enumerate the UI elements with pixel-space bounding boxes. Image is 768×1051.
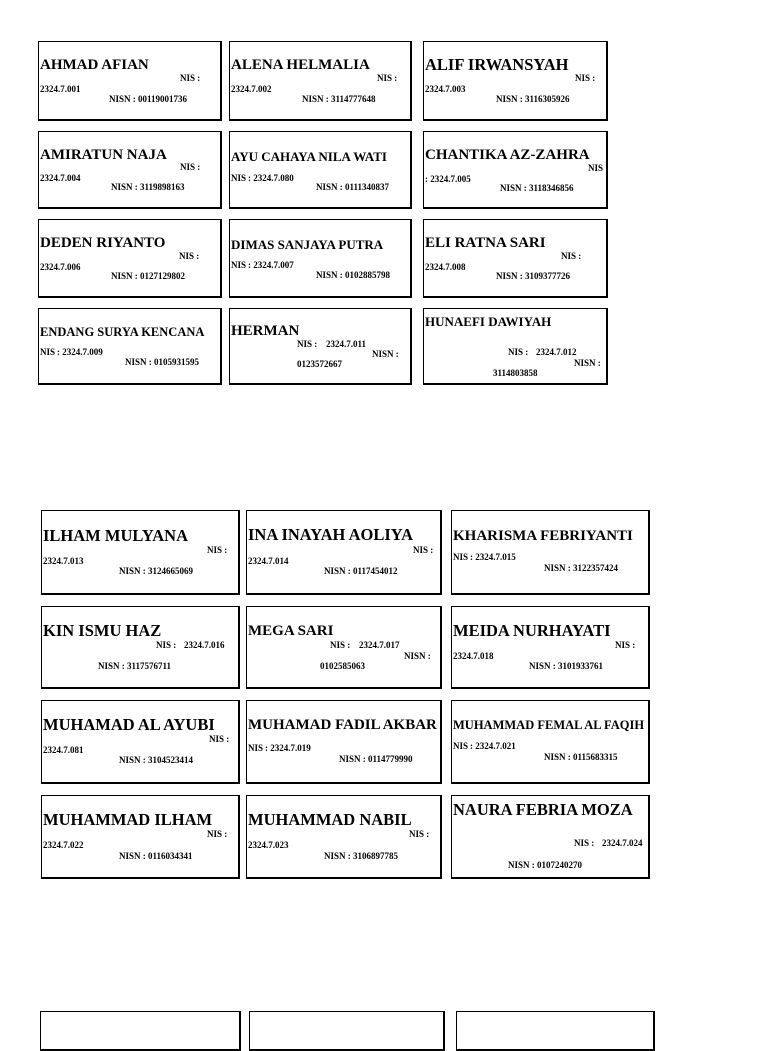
student-card [451,795,650,879]
nisn-value: NISN : 0102885798 [316,270,391,280]
student-card [246,606,442,689]
student-card [41,795,240,879]
nisn-value: NISN : 3119898163 [111,182,185,192]
student-card [229,308,412,385]
nis-value: : 2324.7.019 [265,743,311,753]
nis-label: NIS : [207,545,228,555]
nis-value: 2324.7.004 [40,173,81,183]
nisn-value: NISN : 3106897785 [324,851,399,861]
nis-label: NIS : [179,251,200,261]
student-name: MUHAMMAD FEMAL AL FAQIH [453,718,645,732]
student-name: ALENA HELMALIA [231,57,370,73]
nisn-value: NISN : 0116034341 [119,851,193,861]
nis-value: 2324.7.014 [248,556,289,566]
student-card-empty [456,1011,655,1051]
nis-value: 2324.7.018 [453,651,494,661]
student-card-empty [40,1011,241,1051]
nisn-label: NISN : [372,349,399,359]
nis-value: : 2324.7.021 [470,741,516,751]
student-card [423,131,608,209]
nis-label: NIS : [330,640,351,650]
nisn-label: NISN : [574,358,601,368]
nisn-value: NISN : 0105931595 [125,357,200,367]
nis-label: NIS [231,260,247,270]
nisn-value: NISN : 0114779990 [339,754,413,764]
student-card [246,700,442,784]
nisn-value: 0102585063 [320,661,365,671]
nisn-value: 0123572667 [297,359,342,369]
nis-label: NIS [453,741,469,751]
student-name: MEGA SARI [248,623,334,639]
nis-value: 2324.7.002 [231,84,272,94]
student-name: DIMAS SANJAYA PUTRA [231,237,384,252]
nisn-value: NISN : 3109377726 [496,271,571,281]
nisn-value: NISN : 0107240270 [508,860,583,870]
student-card [423,219,608,298]
student-name: MUHAMAD FADIL AKBAR [248,717,437,733]
nis-value: 2324.7.012 [536,347,577,357]
student-card-empty [249,1011,445,1051]
nis-label: NIS : [207,829,228,839]
student-name: MUHAMMAD NABIL [248,810,412,829]
nis-label: NIS : [409,829,430,839]
nis-value: 2324.7.006 [40,262,81,272]
nisn-value: NISN : 3122357424 [544,563,619,573]
nis-value: : 2324.7.009 [57,347,103,357]
student-card [246,795,442,879]
nis-value: 2324.7.008 [425,262,466,272]
student-card [38,41,222,121]
student-name: NAURA FEBRIA MOZA [453,800,633,819]
student-name: MEIDA NURHAYATI [453,621,611,640]
nis-value: 2324.7.081 [43,745,84,755]
student-name: ILHAM MULYANA [43,526,189,545]
student-name: KIN ISMU HAZ [43,621,162,640]
nis-value: 2324.7.013 [43,556,84,566]
nis-label: NIS : [297,339,318,349]
nis-label: NIS : [508,347,529,357]
student-card [229,131,412,209]
student-card [38,308,222,385]
student-card [229,41,412,121]
nisn-value: NISN : 3124665069 [119,566,194,576]
nis-value: : 2324.7.080 [248,173,294,183]
nis-label: NIS : [574,838,595,848]
nis-value: 2324.7.024 [602,838,643,848]
nis-label: NIS : [575,73,596,83]
nisn-label: NISN : [404,651,431,661]
nis-label: NIS : [156,640,177,650]
nis-label: NIS [40,347,56,357]
nis-label: NIS : [377,73,398,83]
student-name: DEDEN RIYANTO [40,235,166,251]
student-name: KHARISMA FEBRIYANTI [453,528,633,544]
student-card [38,131,222,209]
student-name: CHANTIKA AZ-ZAHRA [425,147,590,163]
student-card [38,219,222,298]
student-name: ALIF IRWANSYAH [425,55,569,74]
student-card [41,510,240,595]
student-name: ELI RATNA SARI [425,235,546,251]
student-card [246,510,442,595]
student-card [41,606,240,689]
student-name: MUHAMMAD ILHAM [43,810,213,829]
student-card [451,606,650,689]
student-name: HERMAN [231,323,300,339]
student-card [423,308,608,385]
nis-label: NIS : [561,251,582,261]
student-name: MUHAMAD AL AYUBI [43,715,215,734]
nisn-value: NISN : 00119001736 [109,94,188,104]
nis-label: NIS [248,743,264,753]
nisn-value: NISN : 3101933761 [529,661,604,671]
nis-value: 2324.7.003 [425,84,466,94]
student-name: ENDANG SURYA KENCANA [40,325,205,339]
nisn-value: NISN : 0115683315 [544,752,618,762]
nis-label: NIS [453,552,469,562]
nisn-value: NISN : 3117576711 [98,661,172,671]
nis-value: 2324.7.016 [184,640,225,650]
nis-value: 2324.7.023 [248,840,289,850]
student-card [451,700,650,784]
nis-value: 2324.7.017 [359,640,400,650]
nis-label: NIS [231,173,247,183]
nis-label: NIS : [180,73,201,83]
nis-label: NIS [588,163,604,173]
nis-value: 2324.7.011 [326,339,367,349]
student-name: INA INAYAH AOLIYA [248,525,414,544]
student-card [41,700,240,784]
student-card [451,510,650,595]
student-card [229,219,412,298]
nisn-value: NISN : 0111340837 [316,182,390,192]
nisn-value: NISN : 3118346856 [500,183,574,193]
nisn-value: 3114803858 [493,368,538,378]
nis-value: 2324.7.001 [40,84,81,94]
nisn-value: NISN : 3104523414 [119,755,194,765]
student-card [423,41,608,121]
nis-label: NIS : [209,734,230,744]
nisn-value: NISN : 3116305926 [496,94,570,104]
nisn-value: NISN : 0127129802 [111,271,186,281]
nis-label: NIS : [180,162,201,172]
nis-value: : 2324.7.005 [425,174,471,184]
nis-value: 2324.7.022 [43,840,84,850]
student-name: HUNAEFI DAWIYAH [425,314,552,329]
nis-label: NIS : [615,640,636,650]
student-name: AMIRATUN NAJA [40,147,167,163]
nisn-value: NISN : 0117454012 [324,566,398,576]
nis-value: : 2324.7.015 [470,552,516,562]
student-name: AYU CAHAYA NILA WATI [231,149,387,164]
student-name: AHMAD AFIAN [40,57,149,73]
nis-value: : 2324.7.007 [248,260,294,270]
nis-label: NIS : [413,545,434,555]
nisn-value: NISN : 3114777648 [302,94,376,104]
